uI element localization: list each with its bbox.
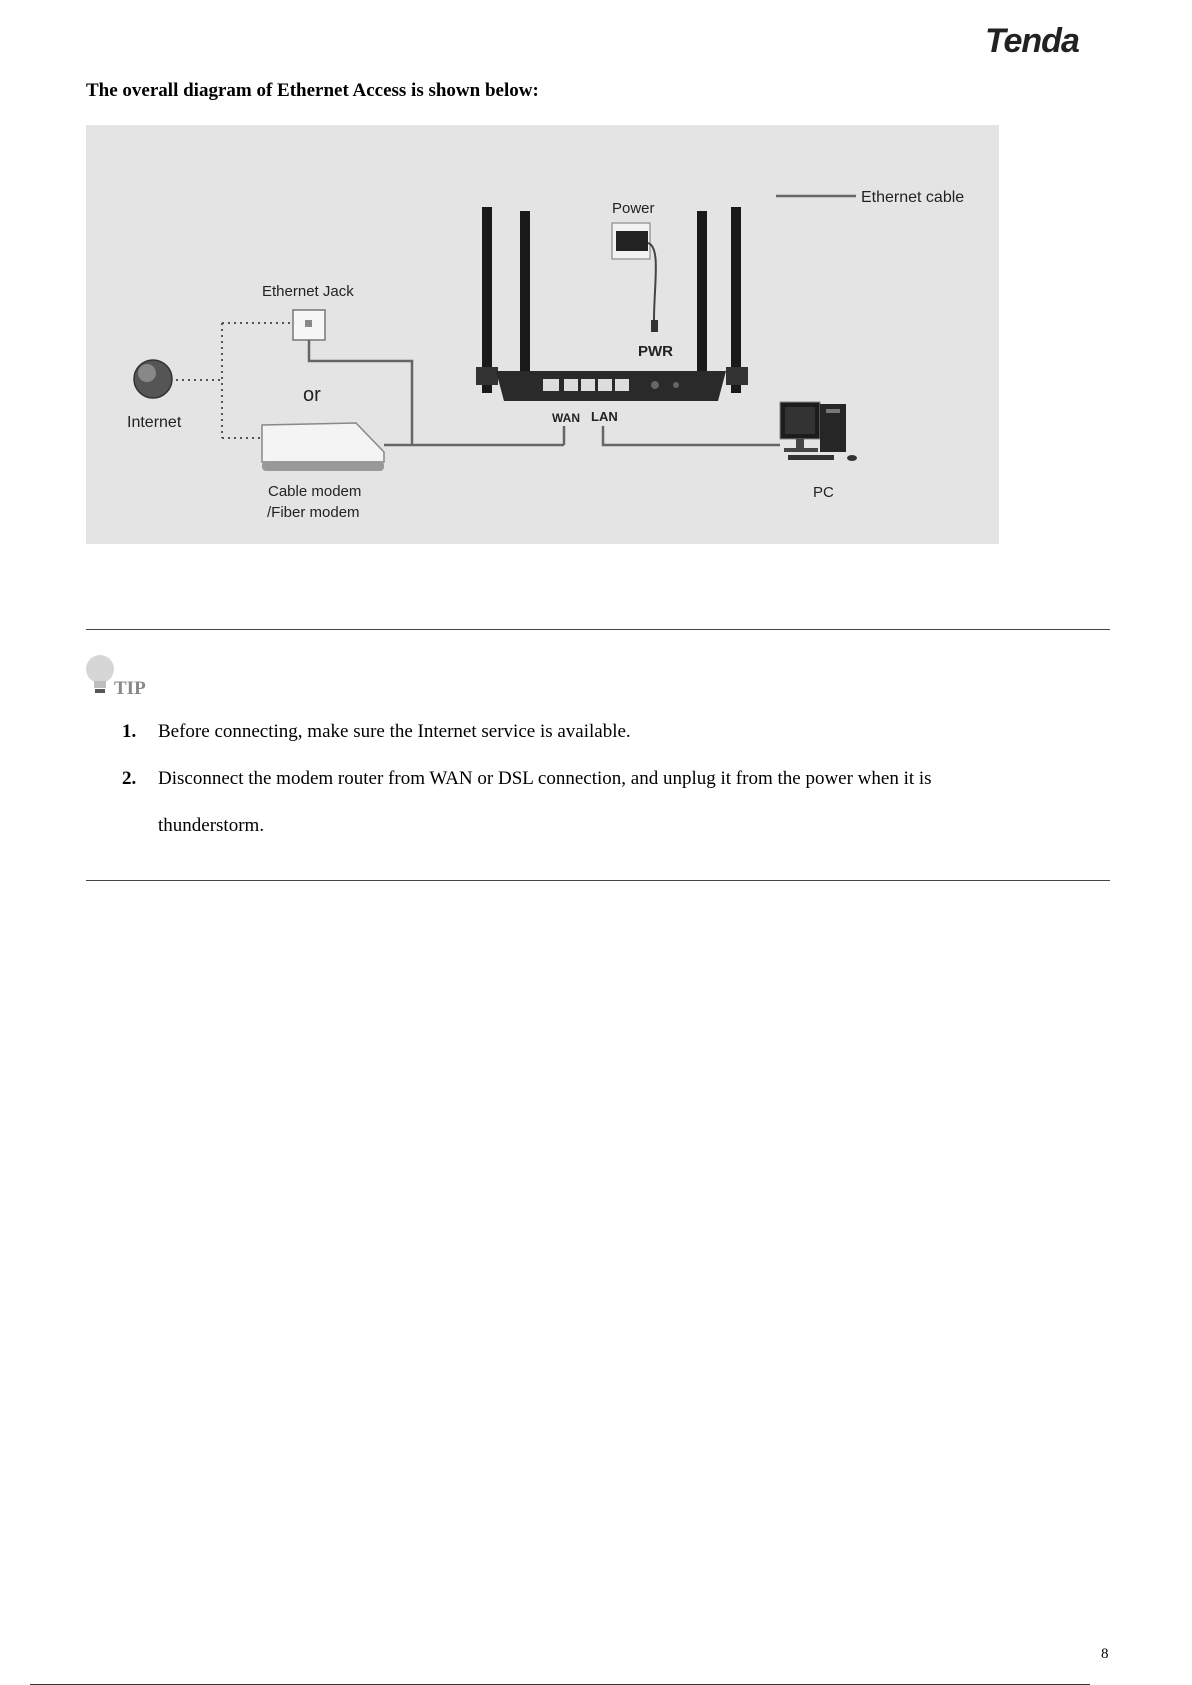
- page-number: 8: [1101, 1646, 1109, 1662]
- lan-label: LAN: [591, 409, 618, 424]
- internet-label: Internet: [127, 414, 182, 431]
- wan-label: WAN: [552, 411, 580, 425]
- modem-label-line2: /Fiber modem: [267, 504, 360, 521]
- or-label: or: [303, 384, 321, 406]
- pwr-label: PWR: [638, 343, 673, 360]
- tip-item-number: 1.: [122, 721, 137, 742]
- tip-label: TIP: [114, 678, 146, 699]
- ethernet-jack-icon: [293, 310, 325, 340]
- globe-icon: [134, 360, 172, 398]
- modem-label-line1: Cable modem: [268, 483, 362, 500]
- tenda-logo: Tenda: [985, 22, 1079, 60]
- bottom-divider: [86, 880, 1110, 881]
- tip-item-text: Before connecting, make sure the Internet service is available.: [158, 721, 631, 742]
- ethernet-access-diagram: [86, 125, 999, 544]
- legend-label: Ethernet cable: [861, 189, 965, 206]
- ethernet-jack-label: Ethernet Jack: [262, 283, 354, 300]
- pc-label: PC: [813, 484, 834, 501]
- tip-item-text: thunderstorm.: [158, 815, 265, 836]
- power-label: Power: [612, 200, 655, 217]
- top-divider: [86, 629, 1110, 630]
- section-heading: The overall diagram of Ethernet Access is shown below:: [86, 80, 539, 101]
- tip-item-text: Disconnect the modem router from WAN or DSL connection, and unplug it from the power when it is: [158, 768, 932, 789]
- tip-item-number: 2.: [122, 768, 137, 789]
